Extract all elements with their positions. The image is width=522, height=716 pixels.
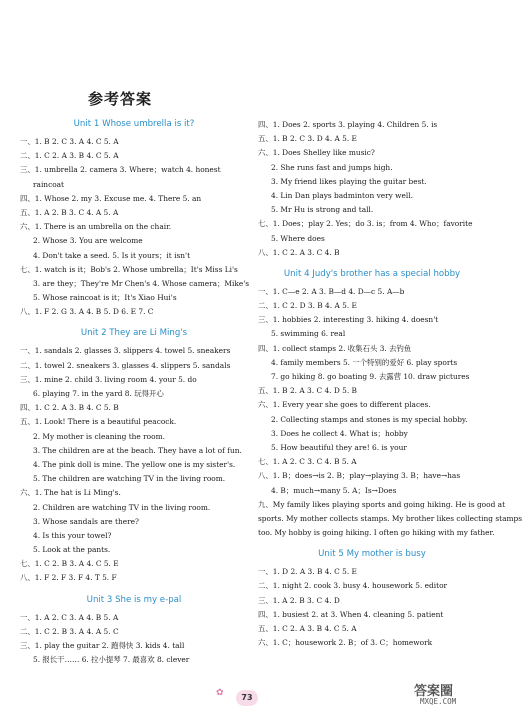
answer-line: 5. Look at the pants. <box>33 545 111 555</box>
answer-line: 3. Whose sandals are there? <box>33 516 139 526</box>
answer-line: 5. Whose raincoat is it；It's Xiao Hui's <box>33 293 177 303</box>
answer-line: 一、1. C—e 2. A 3. B—d 4. D—c 5. A—b <box>258 286 405 296</box>
answer-line: 二、1. towel 2. sneakers 3. glasses 4. slippers 5. sandals <box>20 360 231 370</box>
answer-line: 二、1. night 2. cook 3. busy 4. housework 5. editor <box>258 581 448 591</box>
answer-section <box>20 586 248 668</box>
answer-line: 八、1. F 2. G 3. A 4. B 5. D 6. E 7. C <box>20 307 154 317</box>
answer-line: 4. Lin Dan plays badminton very well. <box>271 190 413 200</box>
answer-line: 7. go hiking 8. go boating 9. 去露营 10. draw pictures <box>271 372 470 381</box>
page-number: 73 <box>236 690 258 706</box>
answer-line: 八、1. B；does→is 2. B；play→playing 3. B；have→has <box>258 471 461 481</box>
answer-line: 5. Mr Hu is strong and tall. <box>271 205 374 215</box>
answer-line: 五、1. B 2. A 3. C 4. D 5. B <box>258 386 357 396</box>
watermark-text: 答案圈 <box>414 684 454 699</box>
answer-line: 4. The pink doll is mine. The yellow one is my sister's. <box>33 459 236 469</box>
answer-line: 六、1. Every year she goes to different places. <box>258 400 431 410</box>
answer-line: 八、1. C 2. A 3. C 4. B <box>258 247 340 257</box>
answer-line: 五、1. A 2. B 3. C 4. A 5. A <box>20 207 119 217</box>
page-footer <box>0 682 500 712</box>
answer-line: 六、1. The hat is Li Ming's. <box>20 488 121 498</box>
unit-heading: Unit 1 Whose umbrella is it? <box>73 119 195 129</box>
answer-line: 5. swimming 6. real <box>271 329 346 339</box>
answer-section <box>258 260 522 540</box>
answer-line: 3. My friend likes playing the guitar best. <box>271 176 427 186</box>
answer-section <box>258 540 486 650</box>
section-gap <box>20 319 248 327</box>
watermark-logo <box>414 680 494 710</box>
answer-line: 3. Does he collect 4. What is；hobby <box>271 428 408 438</box>
answer-line: sports. My mother collects stamps. My brother likes collecting stamps <box>258 513 522 523</box>
answer-line: 5. The children are watching TV in the living room. <box>33 474 226 484</box>
answer-line: 5. Where does <box>271 233 325 243</box>
answer-line: 二、1. C 2. B 3. A 4. A 5. C <box>20 626 119 636</box>
answer-line: 2. She runs fast and jumps high. <box>271 162 393 172</box>
answer-line: 七、1. A 2. C 3. C 4. B 5. A <box>258 457 357 467</box>
unit-heading: Unit 5 My mother is busy <box>318 549 426 560</box>
answer-line: 4. B；much→many 5. A；Is→Does <box>271 485 397 495</box>
watermark-url: MXQE.COM <box>420 697 457 706</box>
answer-line: too. My hobby is going hiking. I often go hiking with my father. <box>258 528 495 538</box>
unit-heading: Unit 4 Judy's brother has a special hobby <box>283 268 461 279</box>
right-column <box>258 118 522 650</box>
answer-section <box>20 118 248 319</box>
answer-line: 五、1. Look! There is a beautiful peacock. <box>20 417 177 427</box>
answer-line: 3. are they；They're Mr Chen's 4. Whose camera；Mike's <box>33 278 250 288</box>
unit-heading: Unit 2 They are Li Ming's <box>80 328 188 339</box>
answer-line: 四、1. busiest 2. at 3. When 4. cleaning 5. patient <box>258 609 444 619</box>
answer-line: 四、1. Whose 2. my 3. Excuse me. 4. There 5. an <box>20 193 202 203</box>
section-gap <box>20 586 248 594</box>
answer-line: 5. How beautiful they are! 6. is your <box>271 442 407 452</box>
answer-line: 三、1. hobbies 2. interesting 3. hiking 4. doesn't <box>258 315 439 325</box>
answer-line: 5. 报长干…… 6. 拉小提琴 7. 最喜欢 8. clever <box>33 655 190 665</box>
answer-line: 3. The children are at the beach. They have a lot of fun. <box>33 445 242 455</box>
answer-line: 四、1. Does 2. sports 3. playing 4. Children 5. is <box>258 120 438 129</box>
answer-line: 2. My mother is cleaning the room. <box>33 431 165 441</box>
section-gap <box>258 540 486 548</box>
answer-line: 2. Children are watching TV in the living room. <box>33 502 211 512</box>
answer-line: 6. playing 7. in the yard 8. 玩得开心 <box>33 389 164 398</box>
answer-section <box>20 319 248 585</box>
answer-line: raincoat <box>33 179 65 189</box>
answer-line: 三、1. A 2. B 3. C 4. D <box>258 595 340 605</box>
flower-icon: ✿ <box>216 688 224 698</box>
answer-line: 三、1. mine 2. child 3. living room 4. your 5. do <box>20 374 197 384</box>
answer-line: 九、My family likes playing sports and going hiking. He is good at <box>258 499 506 509</box>
answer-line: 七、1. C 2. B 3. A 4. C 5. E <box>20 559 119 569</box>
answer-line: 七、1. Does；play 2. Yes；do 3. is；from 4. Who；favorite <box>258 219 473 229</box>
answer-line: 五、1. C 2. A 3. B 4. C 5. A <box>258 624 357 633</box>
answer-line: 三、1. play the guitar 2. 跑得快 3. kids 4. tall <box>20 641 185 650</box>
answer-line: 一、1. B 2. C 3. A 4. C 5. A <box>20 137 119 146</box>
answer-line: 七、1. watch is it；Bob's 2. Whose umbrella；It's Miss Li's <box>20 264 238 274</box>
section-gap <box>258 260 486 268</box>
answer-line: 一、1. D 2. A 3. B 4. C 5. E <box>258 567 357 577</box>
answer-line: 2. Whose 3. You are welcome <box>33 236 143 246</box>
answer-line: 2. Collecting stamps and stones is my special hobby. <box>271 414 468 424</box>
answer-line: 六、1. There is an umbrella on the chair. <box>20 222 172 232</box>
answer-line: 三、1. umbrella 2. camera 3. Where；watch 4. honest <box>20 165 221 175</box>
answer-line: 一、1. sandals 2. glasses 3. slippers 4. towel 5. sneakers <box>20 346 231 356</box>
answer-line: 六、1. C；housework 2. B；of 3. C；homework <box>258 638 433 648</box>
answer-line: 一、1. A 2. C 3. A 4. B 5. A <box>20 612 119 622</box>
answer-line: 四、1. collect stamps 2. 收集石头 3. 去钓鱼 <box>258 343 412 353</box>
left-column <box>20 118 248 667</box>
answer-line: 六、1. Does Shelley like music? <box>258 148 375 158</box>
answer-line: 4. Don't take a seed. 5. Is it yours；it isn't <box>33 250 191 260</box>
page-title: 参考答案 <box>87 90 152 108</box>
answer-section <box>258 118 486 260</box>
answer-line: 四、1. C 2. A 3. B 4. C 5. B <box>20 403 119 413</box>
answer-line: 八、1. F 2. F 3. F 4. T 5. F <box>20 573 117 583</box>
answer-line: 二、1. C 2. D 3. B 4. A 5. E <box>258 301 357 311</box>
answer-line: 4. family members 5. 一个特别的爱好 6. play sports <box>271 357 458 367</box>
answer-line: 五、1. B 2. C 3. D 4. A 5. E <box>258 134 357 144</box>
answer-line: 4. Is this your towel? <box>33 530 112 540</box>
unit-heading: Unit 3 She is my e-pal <box>86 594 182 605</box>
answer-line: 二、1. C 2. A 3. B 4. C 5. A <box>20 151 119 161</box>
